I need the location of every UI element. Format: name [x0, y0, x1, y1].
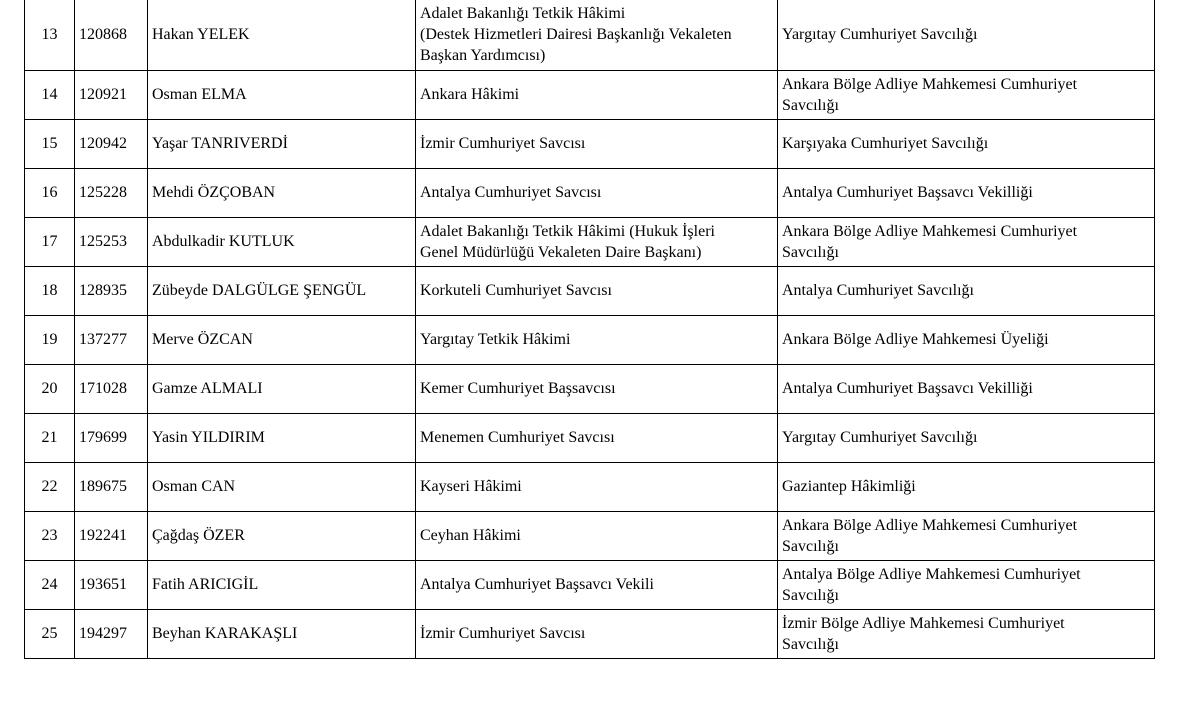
new-position-cell	[778, 462, 1155, 511]
registry-number-cell: 125228	[75, 168, 148, 217]
current-position-cell	[416, 462, 778, 511]
new-position-cell	[778, 0, 1155, 70]
table-row	[25, 315, 1155, 364]
new-position-line: Ankara Bölge Adliye Mahkemesi Cumhuriyet	[782, 516, 1078, 534]
current-position-cell	[416, 70, 778, 119]
current-position-line: Ceyhan Hâkimi	[420, 527, 521, 544]
current-position-cell	[416, 119, 778, 168]
new-position-line: Antalya Cumhuriyet Başsavcı Vekilliği	[782, 184, 1033, 201]
new-position-line: Yargıtay Cumhuriyet Savcılığı	[782, 26, 978, 44]
registry-number-cell: 120868	[75, 0, 148, 70]
current-position-line: Antalya Cumhuriyet Savcısı	[420, 184, 602, 201]
new-position-line: Gaziantep Hâkimliği	[782, 478, 916, 495]
current-position-line: Adalet Bakanlığı Tetkik Hâkimi (Hukuk İşleri	[420, 222, 715, 240]
row-number-cell: 14	[25, 70, 75, 119]
table-row	[25, 217, 1155, 266]
current-position-cell	[416, 217, 778, 266]
registry-number-cell: 189675	[75, 462, 148, 511]
row-number-cell: 16	[25, 168, 75, 217]
person-name-cell: Osman CAN	[148, 462, 416, 511]
new-position-cell	[778, 266, 1155, 315]
new-position-line: Karşıyaka Cumhuriyet Savcılığı	[782, 135, 989, 152]
person-name-cell: Abdulkadir KUTLUK	[148, 217, 416, 266]
registry-number-cell: 125253	[75, 217, 148, 266]
current-position-line: Başkan Yardımcısı)	[420, 47, 546, 65]
person-name-cell: Merve ÖZCAN	[148, 315, 416, 364]
new-position-cell	[778, 609, 1155, 658]
registry-number-cell: 179699	[75, 413, 148, 462]
current-position-cell	[416, 364, 778, 413]
current-position-line: Yargıtay Tetkik Hâkimi	[420, 331, 571, 348]
person-name-cell: Mehdi ÖZÇOBAN	[148, 168, 416, 217]
registry-number-cell: 137277	[75, 315, 148, 364]
person-name-cell: Gamze ALMALI	[148, 364, 416, 413]
registry-number-cell: 192241	[75, 511, 148, 560]
registry-number-cell: 120921	[75, 70, 148, 119]
current-position-line: Antalya Cumhuriyet Başsavcı Vekili	[420, 576, 654, 593]
current-position-cell	[416, 609, 778, 658]
new-position-line: Savcılığı	[782, 635, 839, 653]
current-position-cell	[416, 0, 778, 70]
current-position-cell	[416, 266, 778, 315]
row-number-cell: 22	[25, 462, 75, 511]
new-position-cell	[778, 364, 1155, 413]
row-number-cell: 18	[25, 266, 75, 315]
person-name-cell: Zübeyde DALGÜLGE ŞENGÜL	[148, 266, 416, 315]
new-position-cell	[778, 217, 1155, 266]
new-position-cell	[778, 511, 1155, 560]
current-position-cell	[416, 315, 778, 364]
new-position-line: Savcılığı	[782, 586, 839, 604]
current-position-line: İzmir Cumhuriyet Savcısı	[420, 135, 586, 152]
new-position-line: Antalya Bölge Adliye Mahkemesi Cumhuriyet	[782, 565, 1081, 583]
current-position-line: Adalet Bakanlığı Tetkik Hâkimi	[420, 5, 626, 23]
current-position-line: İzmir Cumhuriyet Savcısı	[420, 625, 586, 642]
person-name-cell: Beyhan KARAKAŞLI	[148, 609, 416, 658]
new-position-line: Yargıtay Cumhuriyet Savcılığı	[782, 429, 978, 446]
table-row	[25, 511, 1155, 560]
current-position-line: Ankara Hâkimi	[420, 86, 520, 103]
current-position-line: (Destek Hizmetleri Dairesi Başkanlığı Vekaleten	[420, 26, 732, 44]
row-number-cell: 20	[25, 364, 75, 413]
table-row	[25, 266, 1155, 315]
table-row	[25, 364, 1155, 413]
new-position-line: Ankara Bölge Adliye Mahkemesi Cumhuriyet	[782, 222, 1078, 240]
new-position-cell	[778, 119, 1155, 168]
new-position-line: Antalya Cumhuriyet Savcılığı	[782, 282, 974, 299]
table-row	[25, 0, 1155, 70]
new-position-line: Savcılığı	[782, 243, 839, 261]
person-name-cell: Fatih ARICIGİL	[148, 560, 416, 609]
row-number-cell: 13	[25, 0, 75, 70]
new-position-cell	[778, 168, 1155, 217]
current-position-line: Genel Müdürlüğü Vekaleten Daire Başkanı)	[420, 243, 702, 261]
new-position-line: Ankara Bölge Adliye Mahkemesi Cumhuriyet	[782, 75, 1078, 93]
current-position-cell	[416, 168, 778, 217]
registry-number-cell: 193651	[75, 560, 148, 609]
table-row	[25, 70, 1155, 119]
row-number-cell: 15	[25, 119, 75, 168]
registry-number-cell: 120942	[75, 119, 148, 168]
new-position-line: Antalya Cumhuriyet Başsavcı Vekilliği	[782, 380, 1033, 397]
registry-number-cell: 128935	[75, 266, 148, 315]
person-name-cell: Yaşar TANRIVERDİ	[148, 119, 416, 168]
row-number-cell: 24	[25, 560, 75, 609]
person-name-cell: Çağdaş ÖZER	[148, 511, 416, 560]
row-number-cell: 21	[25, 413, 75, 462]
table-row	[25, 609, 1155, 658]
table-row	[25, 119, 1155, 168]
new-position-line: İzmir Bölge Adliye Mahkemesi Cumhuriyet	[782, 614, 1065, 632]
registry-number-cell: 171028	[75, 364, 148, 413]
table-body	[25, 0, 1155, 658]
new-position-line: Savcılığı	[782, 96, 839, 114]
new-position-cell	[778, 560, 1155, 609]
table-row	[25, 413, 1155, 462]
current-position-cell	[416, 560, 778, 609]
current-position-line: Kayseri Hâkimi	[420, 478, 522, 495]
new-position-line: Ankara Bölge Adliye Mahkemesi Üyeliği	[782, 331, 1049, 348]
person-name-cell: Osman ELMA	[148, 70, 416, 119]
row-number-cell: 23	[25, 511, 75, 560]
new-position-cell	[778, 70, 1155, 119]
appointment-table	[24, 0, 1155, 659]
current-position-line: Kemer Cumhuriyet Başsavcısı	[420, 380, 616, 397]
person-name-cell: Yasin YILDIRIM	[148, 413, 416, 462]
person-name-cell: Hakan YELEK	[148, 0, 416, 70]
new-position-line: Savcılığı	[782, 537, 839, 555]
row-number-cell: 25	[25, 609, 75, 658]
current-position-line: Menemen Cumhuriyet Savcısı	[420, 429, 615, 446]
row-number-cell: 19	[25, 315, 75, 364]
table-row	[25, 462, 1155, 511]
row-number-cell: 17	[25, 217, 75, 266]
new-position-cell	[778, 315, 1155, 364]
registry-number-cell: 194297	[75, 609, 148, 658]
new-position-cell	[778, 413, 1155, 462]
current-position-line: Korkuteli Cumhuriyet Savcısı	[420, 282, 612, 299]
current-position-cell	[416, 511, 778, 560]
table-row	[25, 560, 1155, 609]
current-position-cell	[416, 413, 778, 462]
table-row	[25, 168, 1155, 217]
